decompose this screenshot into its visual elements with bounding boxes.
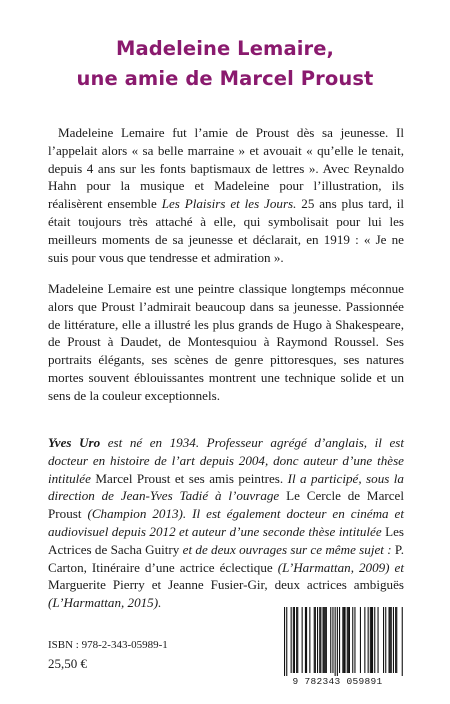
barcode-bar [284,607,285,679]
barcode-bar [293,607,294,673]
barcode-bar [391,607,392,673]
synopsis-paragraph-2 [48,280,404,405]
bio-text-2: Il a participé, sous la direction de Jean-Yves Tadié à l’ouvrage [48,470,404,504]
barcode-bar [372,607,373,673]
barcode [272,605,403,689]
barcode-bar [291,607,292,673]
barcode-bar [374,607,375,673]
synopsis-paragraph-1 [48,124,404,266]
barcode-bar [348,607,349,673]
barcode-bar [389,607,390,673]
author-name: Yves Uro [48,435,101,450]
bio-text-4: et de deux ouvrages sur ce même sujet : [179,541,395,557]
barcode-bar [317,607,318,673]
barcode-bar [395,607,396,673]
barcode-bar [396,607,397,673]
barcode-bar [325,607,326,673]
barcode-bar [368,607,369,673]
barcode-bar [349,607,350,673]
bio-text-3: (Champion 2013). Il est également docteur en cinéma et audiovisuel depuis 2012 et auteur d’une seconde thèse intitulée [48,506,404,539]
barcode-bar [319,607,320,673]
barcode-bar [345,607,346,673]
barcode-bar [343,607,344,673]
barcode-bar [294,607,295,673]
barcode-bar [323,607,324,673]
barcode-bar [335,607,336,679]
barcode-bar [347,607,348,673]
bio-work-title-1: P. Carton, Itinéraire d’une actrice éclectique [48,541,404,575]
bio-text-5: (L’Harmattan, 2009) et [272,559,404,575]
price: 25,50 € [48,656,87,671]
barcode-bar [330,607,331,673]
barcode-bar [302,607,303,673]
barcode-bar [320,607,321,673]
barcode-bar [326,607,327,673]
paragraph-2-text: Madeleine Lemaire est une peintre classique longtemps méconnue alors que Proust l’admirait beaucoup dans sa jeunesse. Passionnée de littérature, elle a illustré les plus grands de Hugo à Shakespeare, de Proust à Daudet, de Montesquiou à Raymond Roussel. Ses portraits élégants, ses scènes de genre pittoresques, ses natures mortes souvent éblouissantes montrent une technique solide et un sens de la couleur exceptionnels. [48,281,404,403]
barcode-bar [370,607,371,673]
barcode-bar [378,607,379,673]
barcode-bar [342,607,343,673]
book-title-reference: Les Plaisirs et les Jours. [161,196,297,212]
bio-text-1: est né en 1934. Professeur agrégé d’anglais, il est docteur en histoire de l’art depuis 2004, donc auteur d’une thèse intitulée [48,435,404,486]
bio-book-title: Le Cercle de Marcel Proust [48,488,404,522]
barcode-digits: 9 782343 059891 [272,676,403,688]
barcode-bar [315,607,316,673]
barcode-bar [383,607,384,673]
bio-thesis-title-1: Marcel Proust et ses amis peintres. [95,470,284,486]
bio-work-title-2: Marguerite Pierry et Jeanne Fusier-Gir, deux actrices ambiguës [48,577,404,593]
barcode-bar [360,607,361,673]
barcode-bar [385,607,386,673]
author-bio [48,434,404,612]
barcode-bar [352,607,353,673]
barcode-bar [332,607,333,673]
paragraph-1-text-a: Madeleine Lemaire fut l’amie de Proust dès sa jeunesse. Il l’appelait alors « sa belle marraine » et avouait « qu’elle le tenait, depuis 4 ans sur les fonts baptismaux de lettres ». Avec Reynaldo Hahn pour la musique et Madeleine pour l’illustration, ils réalisèrent ensemble [48,125,404,212]
book-title [0,34,450,94]
title-line-1: Madeleine Lemaire, [115,37,335,60]
barcode-bar [286,607,287,679]
title-line-2: une amie de Marcel Proust [76,67,374,90]
bio-thesis-title-2: Les Actrices de Sacha Guitry [48,523,404,557]
barcode-bar [306,607,307,673]
barcode-bar [314,607,315,673]
barcode-bar [324,607,325,673]
barcode-bar [339,607,340,673]
paragraph-1-text-b: 25 ans plus tard, il était toujours très attaché à elle, qui symbolisait pour lui les meilleurs moments de sa jeunesse et déclarait, en 1919 : « Je ne suis pour vous que tendresse et admiration ». [48,196,404,265]
barcode-bar [296,607,297,673]
barcode-bar [297,607,298,673]
barcode-bar [390,607,391,673]
barcode-bar [337,607,338,679]
barcode-bar [364,607,365,673]
barcode-bar [309,607,310,673]
bio-text-6: (L’Harmattan, 2015). [48,595,162,611]
barcode-bar [402,607,403,679]
barcode-bar [371,607,372,673]
barcode-bar [393,607,394,673]
barcode-bar [305,607,306,673]
isbn: ISBN : 978-2-343-05989-1 [48,639,168,651]
barcode-bar [354,607,355,673]
barcode-bars [272,605,403,683]
